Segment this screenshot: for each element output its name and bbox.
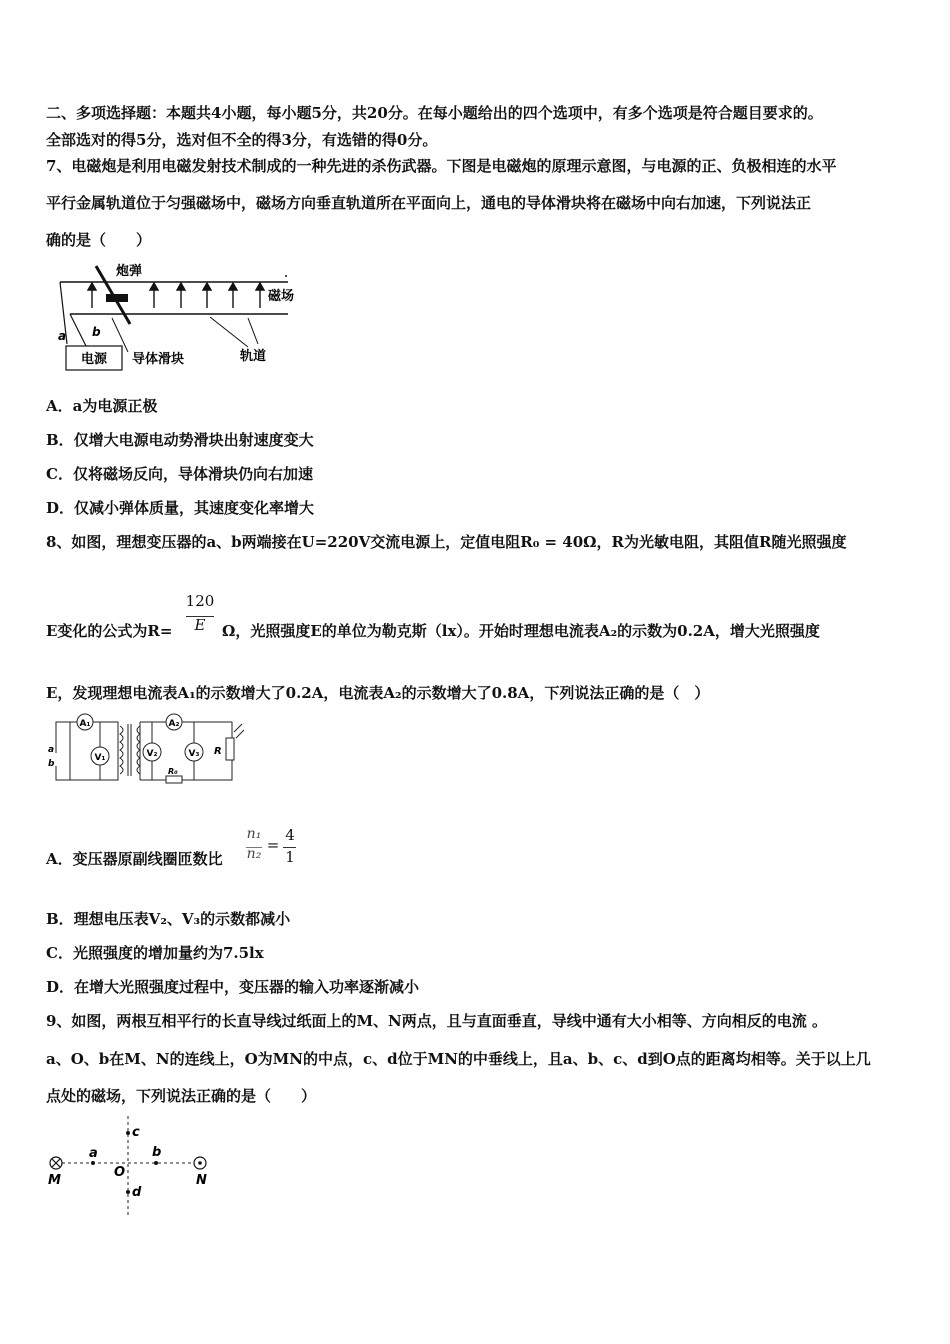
- shell-label: 炮弹: [116, 264, 143, 279]
- q8-option-a-pre: A．变压器原副线圈匝数比: [46, 850, 223, 868]
- power-label: 电源: [80, 352, 108, 367]
- q8-stem-line3: E，发现理想电流表A₁的示数增大了0.2A，电流表A₂的示数增大了0.8A，下列说法正确的是（ ）: [46, 684, 710, 702]
- railgun-figure: [50, 262, 310, 377]
- label-point-d: d: [132, 1185, 142, 1200]
- section-header-line2: 全部选对的得5分，选对但不全的得3分，有选错的得0分。: [46, 131, 438, 149]
- label-b: b: [92, 325, 101, 339]
- voltmeter-v3: V₃: [188, 749, 200, 759]
- q7-option-c: C．仅将磁场反向，导体滑块仍向右加速: [46, 465, 313, 483]
- ratio-den: 1: [285, 848, 295, 866]
- q9-stem-line1: 9、如图，两根互相平行的长直导线过纸面上的M、N两点，且与直面垂直，导线中通有大小相等、方向相反的电流 。: [46, 1012, 827, 1030]
- q7-stem-line1: 7、电磁炮是利用电磁发射技术制成的一种先进的杀伤武器。下图是电磁炮的原理示意图，与电源的正、负极相连的水平: [46, 157, 837, 175]
- q7-stem-line3: 确的是（ ）: [46, 231, 152, 249]
- q9-stem-line3: 点处的磁场，下列说法正确的是（ ）: [46, 1087, 317, 1105]
- r-formula-bar: [186, 616, 214, 617]
- turns-ratio: [244, 826, 264, 862]
- voltmeter-v2: V₂: [146, 749, 158, 759]
- q8-stem-line1: 8、如图，理想变压器的a、b两端接在U=220V交流电源上，定值电阻R₀ = 40Ω，R为光敏电阻，其阻值R随光照强度: [46, 533, 847, 551]
- label-a: a: [58, 329, 67, 343]
- label-r0: R₀: [168, 767, 178, 776]
- shell-block: [106, 294, 128, 302]
- ratio-num: 4: [285, 826, 295, 844]
- ratio-eq: =: [266, 836, 280, 854]
- r-formula: [184, 592, 216, 634]
- q8-option-b: B．理想电压表V₂、V₃的示数都减小: [46, 910, 291, 928]
- q8-option-c: C．光照强度的增加量约为7.5lx: [46, 944, 264, 962]
- label-n: N: [196, 1173, 207, 1188]
- label-point-b: b: [152, 1145, 162, 1160]
- turns-n2: n₂: [246, 846, 262, 862]
- voltmeter-v1: V₁: [94, 753, 106, 763]
- transformer-figure: [48, 708, 248, 790]
- section-header-line1: 二、多项选择题：本题共4小题，每小题5分，共20分。在每小题给出的四个选项中，有多个选项是符合题目要求的。: [46, 104, 823, 122]
- wires-figure: [44, 1114, 224, 1218]
- r-formula-den: E: [194, 616, 206, 634]
- ratio-value: [282, 826, 298, 866]
- label-point-a: a: [89, 1146, 98, 1161]
- ammeter-a2: A₂: [168, 719, 180, 729]
- q9-stem-line2: a、O、b在M、N的连线上，O为MN的中点，c、d位于MN的中垂线上，且a、b、c、d到O点的距离均相等。关于以上几: [46, 1050, 871, 1068]
- q8-stem-line2-pre: E变化的公式为R=: [46, 622, 173, 640]
- label-point-c: c: [132, 1125, 140, 1140]
- q7-option-d: D．仅减小弹体质量，其速度变化率增大: [46, 499, 315, 517]
- label-b-terminal: b: [48, 759, 55, 769]
- turns-ratio-bar: [246, 847, 262, 848]
- q8-option-d: D．在增大光照强度过程中，变压器的输入功率逐渐减小: [46, 978, 420, 996]
- label-o: O: [114, 1165, 126, 1180]
- label-r: R: [214, 746, 222, 757]
- label-a-terminal: a: [48, 745, 55, 755]
- ratio-bar: [283, 847, 296, 848]
- q7-option-b: B．仅增大电源电动势滑块出射速度变大: [46, 431, 314, 449]
- turns-n1: n₁: [246, 826, 262, 842]
- q7-stem-line2: 平行金属轨道位于匀强磁场中，磁场方向垂直轨道所在平面向上，通电的导体滑块将在磁场中向右加速，下列说法正: [46, 194, 812, 212]
- field-label: 磁场: [268, 289, 295, 304]
- rail-label: 轨道: [240, 349, 267, 364]
- q8-stem-line2-post: Ω，光照强度E的单位为勒克斯（lx）。开始时理想电流表A₂的示数为0.2A，增大光照强度: [222, 622, 820, 640]
- q7-option-a: A．a为电源正极: [46, 397, 158, 415]
- slider-label: 导体滑块: [132, 352, 185, 367]
- label-m: M: [48, 1173, 61, 1188]
- ammeter-a1: A₁: [79, 719, 91, 729]
- r-formula-num: 120: [185, 592, 215, 610]
